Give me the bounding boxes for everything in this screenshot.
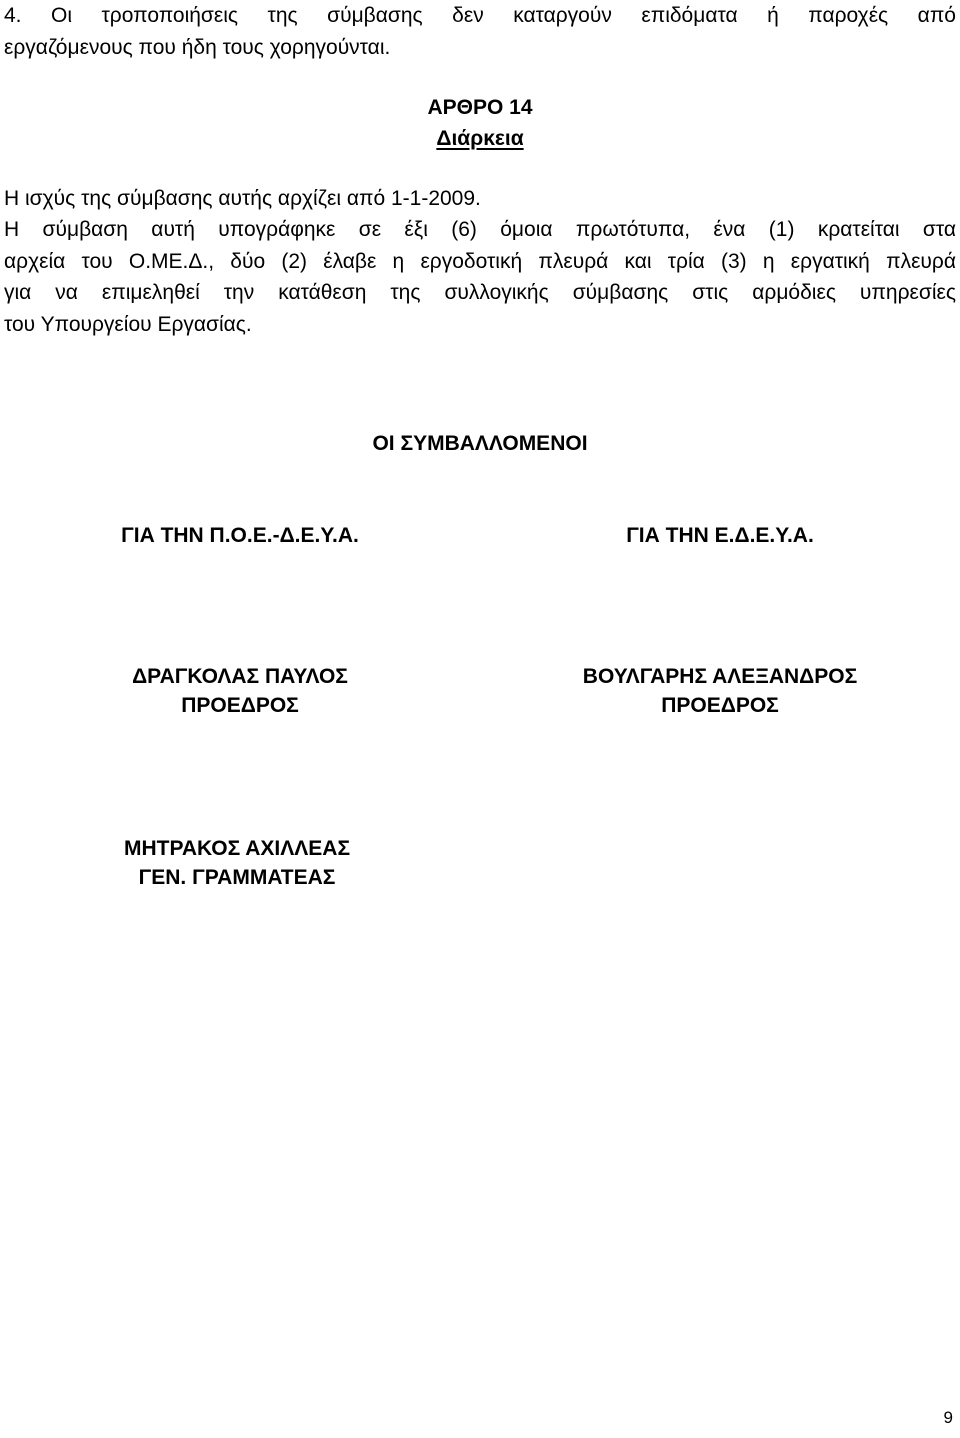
clause-4-line-1: 4. Οι τροποποιήσεις της σύμβασης δεν καταργούν επιδόματα ή παροχές από — [4, 4, 956, 27]
clause-4-paragraph — [4, 0, 956, 63]
page-number: 9 — [943, 1408, 953, 1427]
right-org-label: ΓΙΑ ΤΗΝ Ε.Δ.Ε.Υ.Α. — [626, 524, 814, 547]
duration-paragraph — [4, 183, 956, 215]
right-signer-name: ΒΟΥΛΓΑΡΗΣ ΑΛΕΞΑΝΔΡΟΣ — [582, 665, 858, 688]
clause-4-line-2: εργαζόμενους που ήδη τους χορηγούνται. — [4, 35, 391, 59]
duration-text: Η ισχύς της σύμβασης αυτής αρχίζει από 1-1-2009. — [4, 187, 481, 210]
third-signer-name: ΜΗΤΡΑΚΟΣ ΑΧΙΛΛΕΑΣ — [123, 837, 351, 860]
left-org-label: ΓΙΑ ΤΗΝ Π.Ο.Ε.-Δ.Ε.Υ.Α. — [121, 524, 359, 547]
left-signer-role: ΠΡΟΕΔΡΟΣ — [181, 694, 299, 717]
copies-line-4: του Υπουργείου Εργασίας. — [4, 312, 252, 336]
third-signer-role: ΓΕΝ. ΓΡΑΜΜΑΤΕΑΣ — [138, 866, 336, 889]
article-title-heading — [0, 123, 960, 154]
article-title-text: Διάρκεια — [436, 127, 524, 150]
left-signer-block — [0, 662, 480, 720]
copies-line-2: αρχεία του Ο.ΜΕ.Δ., δύο (2) έλαβε η εργοδοτική πλευρά και τρία (3) η εργατική πλευρά — [4, 249, 956, 273]
copies-line-3: για να επιμεληθεί την κατάθεση της συλλογικής σύμβασης στις αρμόδιες υπηρεσίες — [4, 281, 956, 304]
left-signer-name: ΔΡΑΓΚΟΛΑΣ ΠΑΥΛΟΣ — [132, 665, 348, 688]
copies-paragraph — [4, 214, 956, 340]
right-signer-block — [480, 662, 960, 720]
parties-heading: ΟΙ ΣΥΜΒΑΛΛΟΜΕΝΟΙ — [372, 432, 588, 455]
right-signer-role: ΠΡΟΕΔΡΟΣ — [661, 694, 779, 717]
article-number-heading: ΑΡΘΡΟ 14 — [427, 96, 533, 119]
third-signer-block — [0, 834, 474, 892]
copies-line-1: Η σύμβαση αυτή υπογράφηκε σε έξι (6) όμοια πρωτότυπα, ένα (1) κρατείται στα — [4, 218, 956, 241]
